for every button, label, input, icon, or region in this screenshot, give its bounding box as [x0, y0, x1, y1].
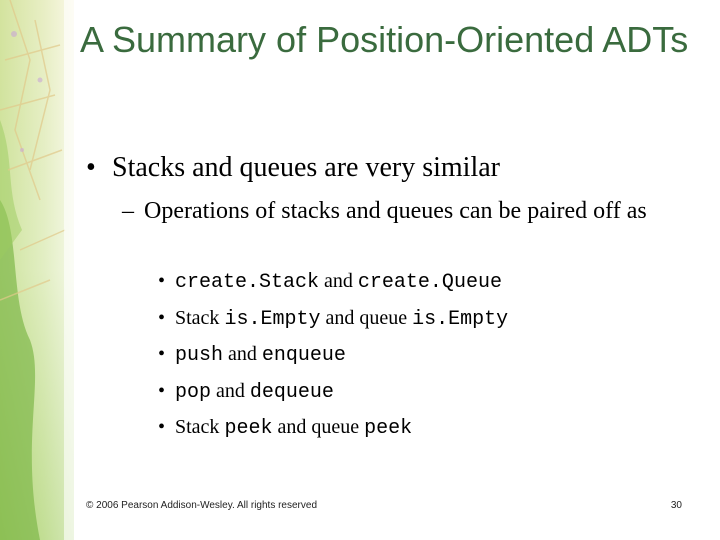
sub-bullet: [122, 195, 682, 228]
copyright-footer: © 2006 Pearson Addison-Wesley. All rights reserved: [86, 500, 318, 511]
operation-name: is.Empty: [224, 307, 321, 331]
bullet-dot: •: [158, 306, 166, 329]
decorative-side-strip: [0, 0, 74, 540]
operation-name: enqueue: [261, 344, 346, 367]
connector-text: Stack: [175, 416, 225, 438]
operation-name: peek: [364, 417, 413, 440]
operation-name: create.Queue: [357, 271, 502, 294]
bullet-dot: •: [158, 343, 166, 365]
sub-bullet-text: Operations of stacks and queues can be paired off as: [144, 198, 647, 224]
operation-pair-item: [158, 301, 698, 338]
page-number: 30: [670, 500, 682, 511]
connector-text: Stack: [175, 306, 225, 329]
operation-pair-item: [158, 337, 698, 374]
operation-pair-item: [158, 264, 698, 301]
main-bullet: [86, 150, 696, 186]
connector-text: and queue: [272, 416, 365, 438]
operation-pair-item: [158, 374, 698, 411]
connector-text: and: [223, 343, 262, 365]
operation-name: pop: [175, 380, 212, 404]
operation-name: peek: [224, 417, 273, 440]
operation-pairs-list: [158, 264, 698, 447]
bullet-dot: •: [158, 270, 166, 292]
operation-name: create.Stack: [175, 271, 320, 294]
connector-text: and queue: [320, 306, 413, 329]
sub-bullet-dash: –: [122, 198, 134, 224]
operation-name: is.Empty: [412, 307, 509, 331]
operation-pair-item: [158, 410, 698, 447]
bullet-dot: •: [158, 416, 166, 438]
slide-title: A Summary of Position-Oriented ADTs: [80, 19, 689, 60]
main-bullet-text: Stacks and queues are very similar: [112, 152, 500, 183]
operation-name: push: [175, 344, 224, 367]
bullet-dot: •: [86, 152, 96, 183]
connector-text: and: [211, 379, 250, 402]
connector-text: and: [319, 270, 358, 292]
operation-name: dequeue: [249, 380, 334, 404]
bullet-dot: •: [158, 379, 166, 402]
